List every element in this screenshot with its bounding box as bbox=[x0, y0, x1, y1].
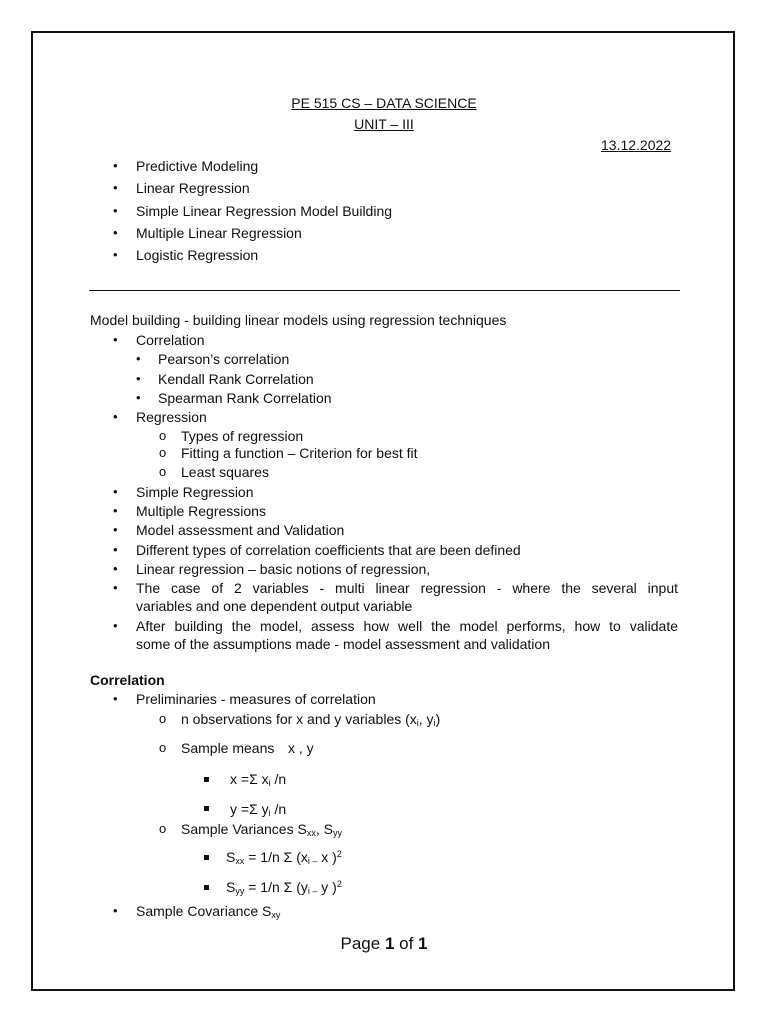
bullet: • bbox=[113, 247, 118, 262]
bullet: • bbox=[113, 561, 118, 576]
list-item: Pearson’s correlation bbox=[158, 351, 290, 367]
bullet: • bbox=[113, 522, 118, 537]
list-item: Types of regression bbox=[181, 428, 304, 444]
bullet: • bbox=[136, 351, 141, 366]
square-bullet bbox=[204, 777, 209, 782]
two-variable-line-2: variables and one dependent output variable bbox=[136, 598, 413, 614]
list-item: Preliminaries - measures of correlation bbox=[136, 691, 376, 707]
list-item: Logistic Regression bbox=[136, 247, 259, 263]
after-building-line-2: some of the assumptions made - model assessment and validation bbox=[136, 636, 550, 652]
list-item: Correlation bbox=[136, 332, 205, 348]
sxx-formula: $S_{xx} = 1/n$ Σ ($x_{i -}$ x )$^2$ bbox=[226, 849, 342, 866]
bullet: • bbox=[113, 225, 118, 240]
list-item: Linear Regression bbox=[136, 180, 250, 196]
bullet: • bbox=[113, 332, 118, 347]
y-mean-formula: y =Σ $y_i$ /n bbox=[230, 801, 287, 818]
bullet: • bbox=[113, 203, 118, 218]
date: 13.12.2022 bbox=[601, 137, 672, 153]
list-item: Kendall Rank Correlation bbox=[158, 371, 314, 387]
bullet: • bbox=[136, 390, 141, 405]
bullet: • bbox=[136, 371, 141, 386]
bullet: • bbox=[113, 484, 118, 499]
list-item: Multiple Regressions bbox=[136, 503, 266, 519]
bullet: • bbox=[113, 580, 118, 595]
divider bbox=[89, 290, 680, 291]
bullet: • bbox=[113, 542, 118, 557]
bullet: • bbox=[113, 158, 118, 173]
list-item: Model assessment and Validation bbox=[136, 522, 345, 538]
list-item: Fitting a function – Criterion for best fit bbox=[181, 445, 418, 461]
correlation-heading: Correlation bbox=[90, 672, 165, 688]
sub-bullet: o bbox=[159, 740, 167, 755]
bullet: • bbox=[113, 618, 118, 633]
list-item: Linear regression – basic notions of regression, bbox=[136, 561, 431, 577]
after-building-line-1: After building the model, assess how well the model performs, how to validate bbox=[136, 618, 678, 634]
list-item: Predictive Modeling bbox=[136, 158, 259, 174]
sample-means: Sample means bbox=[181, 740, 275, 756]
list-item: Regression bbox=[136, 409, 207, 425]
bullet: • bbox=[113, 503, 118, 518]
sub-bullet: o bbox=[159, 464, 167, 479]
bullet: • bbox=[113, 691, 118, 706]
list-item: Different types of correlation coefficients that are been defined bbox=[136, 542, 521, 558]
list-item: Simple Linear Regression Model Building bbox=[136, 203, 393, 219]
unit-title: UNIT – III bbox=[354, 116, 414, 132]
means-variables: x , y bbox=[288, 740, 314, 756]
list-item: Multiple Linear Regression bbox=[136, 225, 302, 241]
square-bullet bbox=[204, 806, 209, 811]
sub-bullet: o bbox=[159, 821, 167, 836]
x-mean-formula: x =Σ $x_i$ /n bbox=[230, 771, 287, 788]
sample-covariance: Sample Covariance $S_{xy}$ bbox=[136, 903, 281, 920]
list-item: Simple Regression bbox=[136, 484, 254, 500]
square-bullet bbox=[204, 885, 209, 890]
bullet: • bbox=[113, 409, 118, 424]
n-observations: n observations for x and y variables ($x_i$, $y_i$) bbox=[181, 711, 441, 728]
model-building-intro: Model building - building linear models using regression techniques bbox=[90, 312, 507, 328]
square-bullet bbox=[204, 855, 209, 860]
sub-bullet: o bbox=[159, 445, 167, 460]
course-title: PE 515 CS – DATA SCIENCE bbox=[291, 95, 477, 111]
bullet: • bbox=[113, 903, 118, 918]
syy-formula: $S_{yy} = 1/n$ Σ ($y_{i -}$ y )$^2$ bbox=[226, 879, 342, 896]
sample-variances: Sample Variances $S_{xx}$, $S_{yy}$ bbox=[181, 821, 342, 838]
list-item: Spearman Rank Correlation bbox=[158, 390, 332, 406]
page-number: Page 1 of 1 bbox=[340, 934, 428, 953]
bullet: • bbox=[113, 180, 118, 195]
sub-bullet: o bbox=[159, 428, 167, 443]
two-variable-line-1: The case of 2 variables - multi linear regression - where the several input bbox=[136, 580, 678, 596]
list-item: Least squares bbox=[181, 464, 269, 480]
sub-bullet: o bbox=[159, 711, 167, 726]
